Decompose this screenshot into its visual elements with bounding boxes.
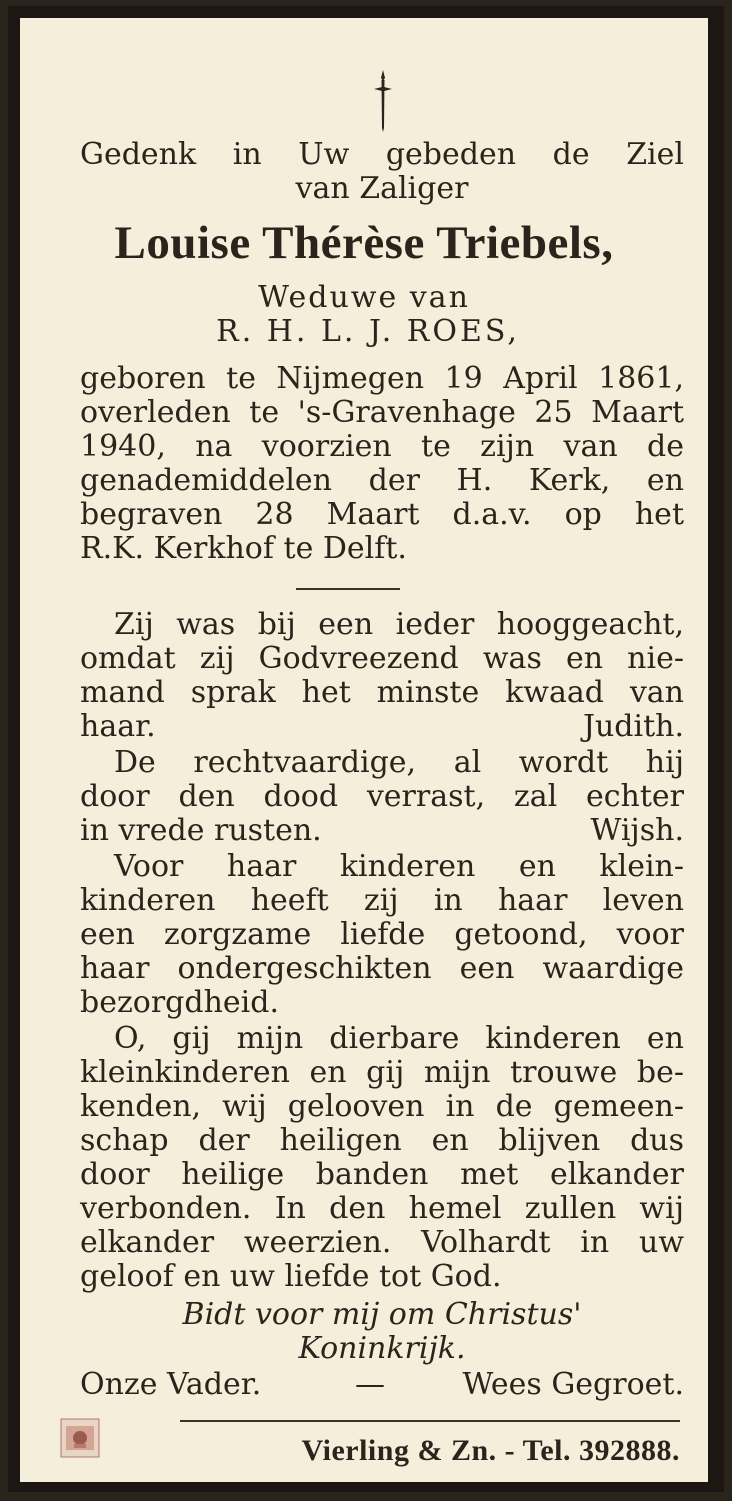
cross-icon [372,68,394,134]
verse-line: verbonden. In den hemel zullen wij [80,1191,684,1226]
verse-line: door den dood verrast, zal echter [80,779,684,814]
bio-line: overleden te 's-Gravenhage 25 Maart [80,395,684,430]
verse-line: omdat zij Godvreezend was en nie- [80,641,684,676]
verse-line: mand sprak het minste kwaad van [80,675,684,710]
collection-stamp-icon [60,1418,100,1458]
bio-line: begraven 28 Maart d.a.v. op het [80,497,684,532]
spouse-name: R. H. L. J. ROES, [216,314,520,349]
verse-line: een zorgzame liefde getoond, voor [80,917,684,952]
prayer-dash: — [355,1367,385,1402]
section-divider [296,588,400,590]
verse-line: bezorgdheid. [80,985,279,1020]
header-line-1: Gedenk in Uw gebeden de Ziel [80,137,684,172]
verse-line: De rechtvaardige, al wordt hij [114,745,684,780]
bio-line: 1940, na voorzien te zijn van de [80,429,684,464]
relation-label: Weduwe van [258,280,470,315]
prayer-our-father: Onze Vader. [80,1367,262,1402]
verse-line: kleinkinderen en gij mijn trouwe be- [80,1055,684,1090]
verse-source: Judith. [582,709,684,744]
verse-line: elkander weerzien. Volhardt in uw [80,1225,684,1260]
verse-line: O, gij mijn dierbare kinderen en [114,1021,684,1056]
memorial-card [8,6,724,1492]
header-line-2: van Zaliger [295,171,469,206]
verse-line: door heilige banden met elkander [80,1157,684,1192]
card-paper [20,18,708,1482]
verse-source: Wijsh. [590,813,684,848]
prayer-line: Bidt voor mij om Christus' [182,1297,582,1332]
verse-line: haar. [80,709,156,744]
verse-line: geloof en uw liefde tot God. [80,1259,502,1294]
verse-line: Voor haar kinderen en klein- [114,849,684,884]
prayer-hail-mary: Wees Gegroet. [462,1367,684,1402]
verse-line: kinderen heeft zij in haar leven [80,883,684,918]
bio-line: genademiddelen der H. Kerk, en [80,463,684,498]
printer-imprint: Vierling & Zn. - Tel. 392888. [301,1434,680,1467]
footer-rule [180,1420,680,1422]
verse-line: Zij was bij een ieder hooggeacht, [114,607,684,642]
verse-line: schap der heiligen en blijven dus [80,1123,684,1158]
deceased-name: Louise Thérèse Triebels, [114,217,614,269]
bio-line: geboren te Nijmegen 19 April 1861, [80,361,684,396]
verse-line: in vrede rusten. [80,813,322,848]
bio-line: R.K. Kerkhof te Delft. [80,531,407,566]
prayer-line: Koninkrijk. [298,1331,466,1366]
verse-line: haar ondergeschikten een waardige [80,951,684,986]
verse-line: kenden, wij gelooven in de gemeen- [80,1089,684,1124]
